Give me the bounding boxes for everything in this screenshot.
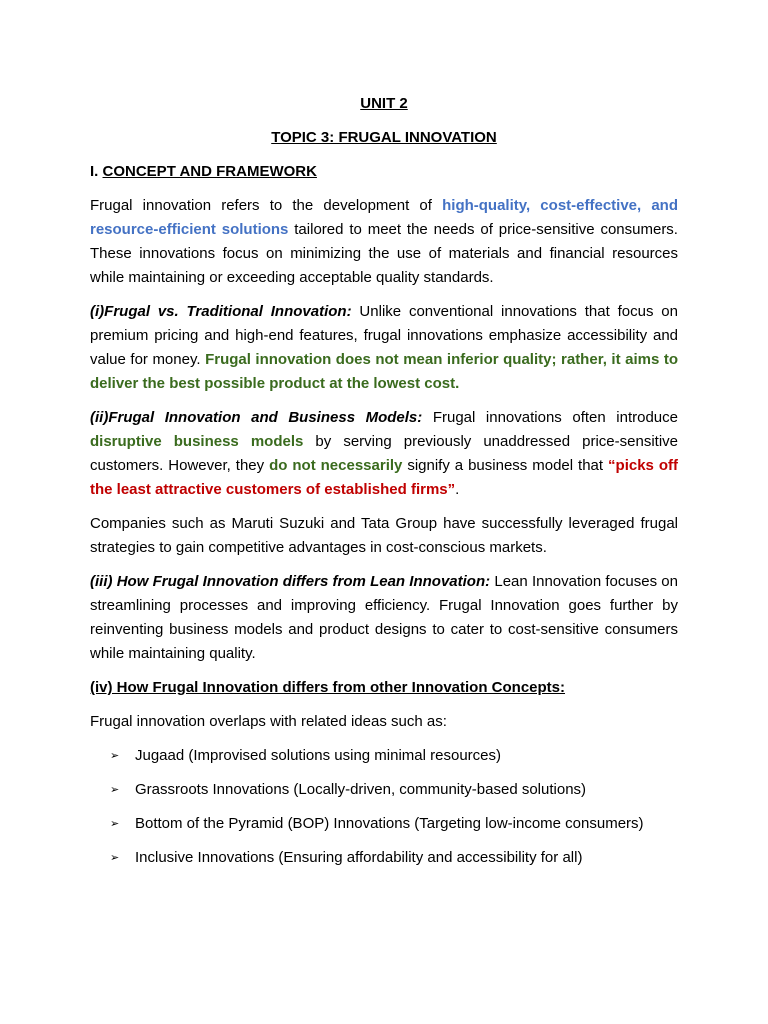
frugal-vs-traditional-paragraph bbox=[90, 300, 678, 396]
p2-heading: (ii)Frugal Innovation and Business Models: bbox=[90, 409, 423, 426]
list-item-text: Bottom of the Pyramid (BOP) Innovations (Targeting low-income consumers) bbox=[135, 815, 644, 832]
intro-highlight: high-quality, cost-effective, and resource-efficient solutions bbox=[90, 197, 679, 238]
overlap-intro: Frugal innovation overlaps with related ideas such as: bbox=[90, 713, 447, 730]
p2-text-4: . bbox=[455, 481, 460, 498]
list-item bbox=[90, 778, 678, 802]
list-item bbox=[90, 846, 678, 870]
p2-highlight-1: disruptive business models bbox=[90, 433, 304, 450]
document-page bbox=[90, 92, 678, 880]
p2-highlight-3: “picks off the least attractive customers of established firms” bbox=[90, 457, 678, 498]
intro-paragraph bbox=[90, 194, 678, 290]
p1-text: Unlike conventional innovations that focus on premium pricing and high-end features, frugal innovations emphasize accessibility and value for money. bbox=[90, 303, 678, 368]
arrowhead-icon: ➢ bbox=[110, 852, 120, 864]
other-concepts-heading bbox=[90, 676, 678, 700]
lean-innovation-paragraph bbox=[90, 570, 678, 666]
list-item-text: Grassroots Innovations (Locally-driven, community-based solutions) bbox=[135, 781, 587, 798]
p1-highlight: Frugal innovation does not mean inferior quality; rather, it aims to deliver the best possible product at the lowest cost. bbox=[90, 351, 678, 392]
list-item bbox=[90, 744, 678, 768]
list-item bbox=[90, 812, 678, 836]
list-item-text: Jugaad (Improvised solutions using minimal resources) bbox=[135, 747, 501, 764]
p2-text-1: Frugal innovations often introduce bbox=[422, 409, 678, 426]
section-number: I. bbox=[90, 163, 103, 180]
p2-highlight-2: do not necessarily bbox=[269, 457, 403, 474]
companies-paragraph: Companies such as Maruti Suzuki and Tata Group have successfully leveraged frugal strategies to gain competitive advantages in cost-conscious markets. bbox=[90, 515, 678, 556]
list-item-text: Inclusive Innovations (Ensuring affordability and accessibility for all) bbox=[135, 849, 583, 866]
p1-heading: (i)Frugal vs. Traditional Innovation: bbox=[90, 303, 352, 320]
section-title: CONCEPT AND FRAMEWORK bbox=[102, 163, 317, 180]
topic-heading: TOPIC 3: FRUGAL INNOVATION bbox=[271, 129, 497, 146]
section-heading bbox=[90, 160, 678, 184]
p4-heading: (iii) How Frugal Innovation differs from Lean Innovation: bbox=[90, 573, 491, 590]
arrowhead-icon: ➢ bbox=[110, 784, 120, 796]
business-models-paragraph bbox=[90, 406, 678, 502]
p2-text-2: by serving previously unaddressed price-sensitive customers. However, they bbox=[90, 433, 678, 474]
unit-heading: UNIT 2 bbox=[360, 95, 408, 112]
intro-text-1: Frugal innovation refers to the development of bbox=[90, 197, 443, 214]
arrowhead-icon: ➢ bbox=[110, 818, 120, 830]
p5-heading: (iv) How Frugal Innovation differs from other Innovation Concepts: bbox=[90, 679, 566, 696]
intro-text-2: tailored to meet the needs of price-sensitive consumers. These innovations focus on minimizing the use of materials and financial resources while maintaining or exceeding acceptable quality standards. bbox=[90, 221, 678, 286]
related-ideas-list bbox=[90, 744, 678, 870]
p2-text-3: signify a business model that bbox=[402, 457, 609, 474]
arrowhead-icon: ➢ bbox=[110, 750, 120, 762]
p4-text: Lean Innovation focuses on streamlining processes and improving efficiency. Frugal Innovation goes further by reinventing business models and product designs to cater to cost-sensitive consumers while maintaining quality. bbox=[90, 573, 678, 662]
